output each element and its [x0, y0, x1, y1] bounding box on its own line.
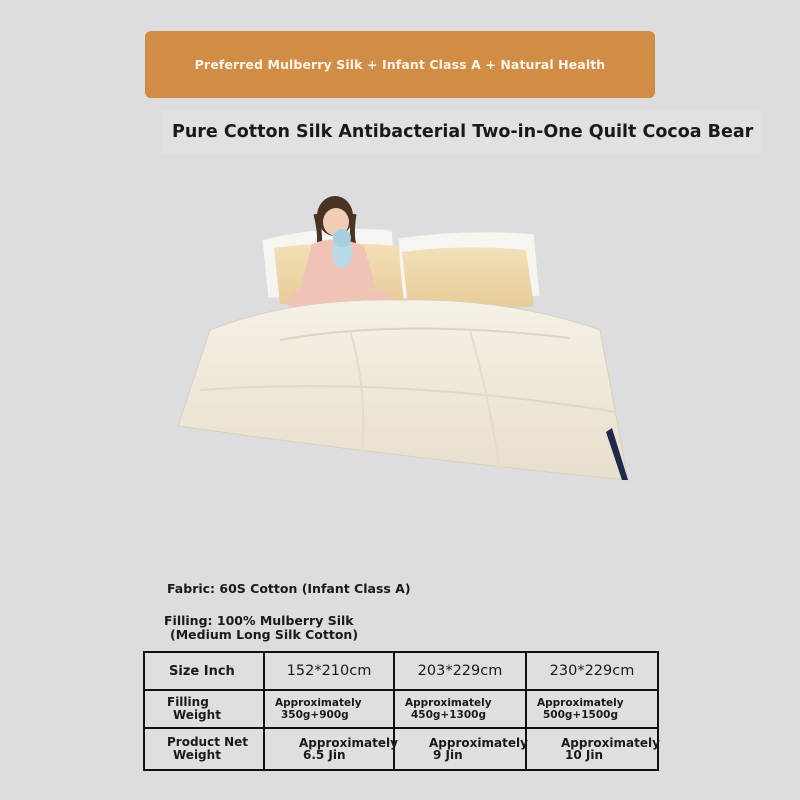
- filling-spec-line2: (Medium Long Silk Cotton): [170, 627, 359, 642]
- banner-text: Preferred Mulberry Silk + Infant Class A + Natural Health: [194, 57, 606, 72]
- table-row: [144, 652, 658, 690]
- promo-banner: [145, 31, 655, 98]
- label-line: Filling: [167, 695, 209, 709]
- value-line: 6.5 Jin: [303, 748, 346, 762]
- value-line: Approximately: [405, 697, 492, 709]
- size-table: [143, 651, 659, 771]
- value-line: Approximately: [275, 697, 362, 709]
- size-cell: 203*229cm: [394, 652, 526, 690]
- net-weight-label: [144, 728, 264, 770]
- size-cell: 152*210cm: [264, 652, 394, 690]
- table-row: [144, 728, 658, 770]
- value-line: Approximately: [429, 736, 528, 750]
- fabric-spec: Fabric: 60S Cotton (Infant Class A): [167, 581, 411, 596]
- filling-weight-cell: [264, 690, 394, 728]
- value-line: Approximately: [537, 697, 624, 709]
- quilt: [178, 300, 628, 480]
- label-line: Weight: [173, 748, 221, 762]
- net-weight-cell: [526, 728, 658, 770]
- product-photo-bed-with-child: [170, 180, 650, 490]
- size-cell: 230*229cm: [526, 652, 658, 690]
- filling-spec: [164, 614, 358, 642]
- label-line: Weight: [173, 708, 221, 722]
- filling-spec-line1: Filling: 100% Mulberry Silk: [164, 613, 354, 628]
- value-line: Approximately: [299, 736, 398, 750]
- value-line: 500g+1500g: [543, 709, 618, 721]
- size-header-label: Size Inch: [144, 652, 264, 690]
- table-row: [144, 690, 658, 728]
- value-line: Approximately: [561, 736, 660, 750]
- net-weight-cell: [394, 728, 526, 770]
- net-weight-cell: [264, 728, 398, 770]
- filling-weight-label: [144, 690, 264, 728]
- value-line: 450g+1300g: [411, 709, 486, 721]
- filling-weight-cell: [526, 690, 658, 728]
- value-line: 9 Jin: [433, 748, 463, 762]
- value-line: 350g+900g: [281, 709, 349, 721]
- product-title: Pure Cotton Silk Antibacterial Two-in-One Quilt Cocoa Bear: [162, 110, 762, 154]
- value-line: 10 Jin: [565, 748, 603, 762]
- label-line: Product Net: [167, 735, 249, 749]
- filling-weight-cell: [394, 690, 526, 728]
